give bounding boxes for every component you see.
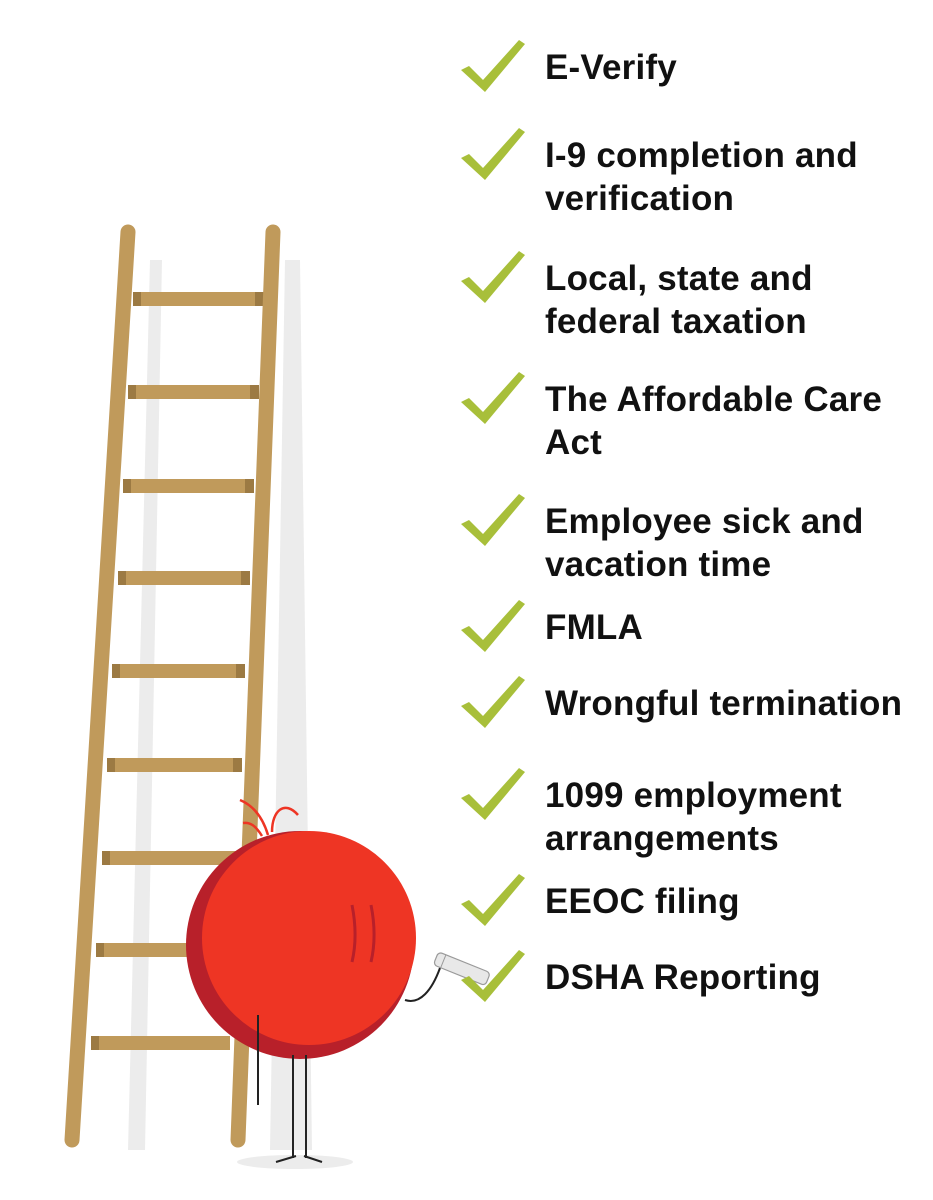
check-icon bbox=[455, 870, 527, 928]
checklist-label: Employee sick and vacation time bbox=[545, 502, 864, 584]
checklist-label: E-Verify bbox=[545, 48, 677, 87]
check-icon bbox=[455, 247, 527, 305]
checklist-label: DSHA Reporting bbox=[545, 958, 821, 997]
check-icon bbox=[455, 672, 527, 730]
checklist-label: Wrongful termination bbox=[545, 684, 903, 723]
check-icon bbox=[455, 946, 527, 1004]
check-icon bbox=[455, 368, 527, 426]
check-icon bbox=[455, 124, 527, 182]
checklist-label: The Affordable Care Act bbox=[545, 380, 883, 462]
check-icon bbox=[455, 36, 527, 94]
check-icon bbox=[455, 596, 527, 654]
checklist-label: I-9 completion and verification bbox=[545, 136, 858, 218]
check-icon bbox=[455, 764, 527, 822]
checklist-label: EEOC filing bbox=[545, 882, 740, 921]
checklist-label: FMLA bbox=[545, 608, 643, 647]
checklist-label: Local, state and federal taxation bbox=[545, 259, 813, 341]
checklist-label: 1099 employment arrangements bbox=[545, 776, 842, 858]
check-icon bbox=[455, 490, 527, 548]
